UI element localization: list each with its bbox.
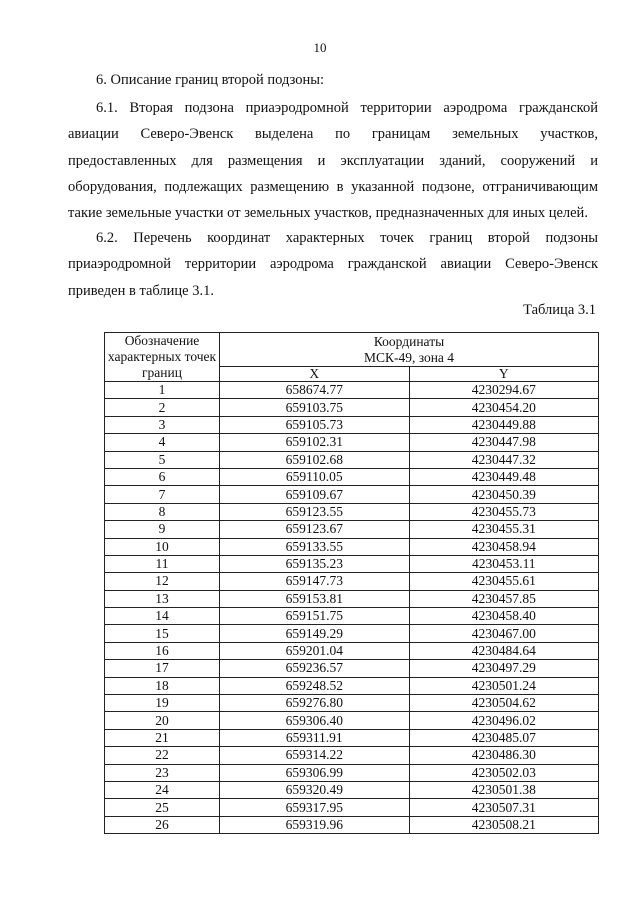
cell-point: 22 — [105, 747, 220, 764]
cell-point: 2 — [105, 399, 220, 416]
header-point-designation: Обозначение характерных точек границ — [105, 333, 220, 382]
cell-point: 6 — [105, 468, 220, 485]
cell-x: 659102.31 — [220, 434, 410, 451]
cell-x: 659306.99 — [220, 764, 410, 781]
table-row — [105, 677, 599, 694]
header-coordinates-title: Координаты — [373, 333, 445, 349]
cell-y: 4230486.30 — [409, 747, 599, 764]
table-row — [105, 660, 599, 677]
cell-x: 659311.91 — [220, 729, 410, 746]
cell-x: 659110.05 — [220, 468, 410, 485]
cell-point: 25 — [105, 799, 220, 816]
cell-point: 26 — [105, 816, 220, 833]
table-row — [105, 729, 599, 746]
coordinates-table — [104, 332, 599, 834]
cell-point: 9 — [105, 521, 220, 538]
cell-x: 659102.68 — [220, 451, 410, 468]
table-row — [105, 416, 599, 433]
cell-y: 4230449.48 — [409, 468, 599, 485]
cell-point: 12 — [105, 573, 220, 590]
cell-point: 11 — [105, 555, 220, 572]
cell-point: 18 — [105, 677, 220, 694]
table-row — [105, 521, 599, 538]
table-row — [105, 555, 599, 572]
cell-x: 659123.67 — [220, 521, 410, 538]
cell-y: 4230502.03 — [409, 764, 599, 781]
table-row — [105, 608, 599, 625]
cell-y: 4230485.07 — [409, 729, 599, 746]
header-y: Y — [409, 367, 599, 382]
cell-point: 4 — [105, 434, 220, 451]
cell-y: 4230449.88 — [409, 416, 599, 433]
cell-y: 4230455.73 — [409, 503, 599, 520]
cell-y: 4230453.11 — [409, 555, 599, 572]
cell-y: 4230447.32 — [409, 451, 599, 468]
table-header — [105, 333, 599, 382]
cell-x: 659276.80 — [220, 695, 410, 712]
table-row — [105, 503, 599, 520]
cell-x: 659123.55 — [220, 503, 410, 520]
cell-y: 4230447.98 — [409, 434, 599, 451]
cell-x: 659153.81 — [220, 590, 410, 607]
section-heading: 6. Описание границ второй подзоны: — [96, 72, 324, 88]
header-coordinate-system: МСК-49, зона 4 — [363, 349, 455, 365]
cell-x: 659105.73 — [220, 416, 410, 433]
cell-point: 16 — [105, 642, 220, 659]
cell-x: 659320.49 — [220, 781, 410, 798]
cell-point: 5 — [105, 451, 220, 468]
cell-y: 4230501.24 — [409, 677, 599, 694]
cell-y: 4230294.67 — [409, 382, 599, 399]
cell-point: 24 — [105, 781, 220, 798]
cell-y: 4230455.31 — [409, 521, 599, 538]
cell-y: 4230467.00 — [409, 625, 599, 642]
cell-point: 21 — [105, 729, 220, 746]
table-row — [105, 642, 599, 659]
table-row — [105, 590, 599, 607]
cell-x: 659314.22 — [220, 747, 410, 764]
cell-x: 659236.57 — [220, 660, 410, 677]
cell-point: 17 — [105, 660, 220, 677]
paragraph-6-1: 6.1. Вторая подзона приаэродромной территории аэродрома гражданской авиации Северо-Эвенск выделена по границам земельных участков, предоставленных для размещения и эксплуатации зданий, сооружений и оборудования, подлежащих размещению в указанной подзоне, отграничивающим такие земельные участки от земельных участков, предназначенных для иных целей. — [68, 100, 598, 222]
cell-y: 4230458.40 — [409, 608, 599, 625]
table-row — [105, 573, 599, 590]
cell-x: 659103.75 — [220, 399, 410, 416]
cell-x: 659248.52 — [220, 677, 410, 694]
cell-x: 659317.95 — [220, 799, 410, 816]
table-row — [105, 781, 599, 798]
cell-point: 14 — [105, 608, 220, 625]
cell-point: 7 — [105, 486, 220, 503]
table-row — [105, 468, 599, 485]
table-row — [105, 695, 599, 712]
header-coordinates — [220, 333, 599, 367]
table-body — [105, 382, 599, 834]
cell-x: 659147.73 — [220, 573, 410, 590]
cell-x: 659319.96 — [220, 816, 410, 833]
cell-y: 4230507.31 — [409, 799, 599, 816]
cell-point: 23 — [105, 764, 220, 781]
table-row — [105, 816, 599, 833]
cell-point: 8 — [105, 503, 220, 520]
cell-y: 4230454.20 — [409, 399, 599, 416]
cell-x: 659306.40 — [220, 712, 410, 729]
table-row — [105, 434, 599, 451]
header-x: X — [220, 367, 410, 382]
cell-y: 4230484.64 — [409, 642, 599, 659]
cell-y: 4230508.21 — [409, 816, 599, 833]
cell-point: 3 — [105, 416, 220, 433]
cell-point: 19 — [105, 695, 220, 712]
cell-x: 658674.77 — [220, 382, 410, 399]
table-row — [105, 399, 599, 416]
cell-point: 1 — [105, 382, 220, 399]
cell-y: 4230496.02 — [409, 712, 599, 729]
paragraph-6-2: 6.2. Перечень координат характерных точек границ второй подзоны приаэродромной территории аэродрома гражданской авиации Северо-Эвенск приведен в таблице 3.1. — [68, 230, 598, 299]
cell-y: 4230497.29 — [409, 660, 599, 677]
table-row — [105, 538, 599, 555]
table-row — [105, 764, 599, 781]
table-caption: Таблица 3.1 — [523, 302, 596, 318]
cell-y: 4230501.38 — [409, 781, 599, 798]
table-row — [105, 712, 599, 729]
cell-point: 10 — [105, 538, 220, 555]
table-row — [105, 799, 599, 816]
table-row — [105, 486, 599, 503]
table-row — [105, 451, 599, 468]
cell-point: 13 — [105, 590, 220, 607]
table-row — [105, 747, 599, 764]
page-number: 10 — [313, 40, 327, 55]
cell-y: 4230504.62 — [409, 695, 599, 712]
cell-y: 4230455.61 — [409, 573, 599, 590]
cell-point: 15 — [105, 625, 220, 642]
cell-x: 659151.75 — [220, 608, 410, 625]
cell-x: 659149.29 — [220, 625, 410, 642]
cell-y: 4230458.94 — [409, 538, 599, 555]
cell-x: 659135.23 — [220, 555, 410, 572]
cell-x: 659133.55 — [220, 538, 410, 555]
cell-x: 659109.67 — [220, 486, 410, 503]
cell-x: 659201.04 — [220, 642, 410, 659]
cell-y: 4230450.39 — [409, 486, 599, 503]
cell-point: 20 — [105, 712, 220, 729]
table-row — [105, 382, 599, 399]
cell-y: 4230457.85 — [409, 590, 599, 607]
table-row — [105, 625, 599, 642]
